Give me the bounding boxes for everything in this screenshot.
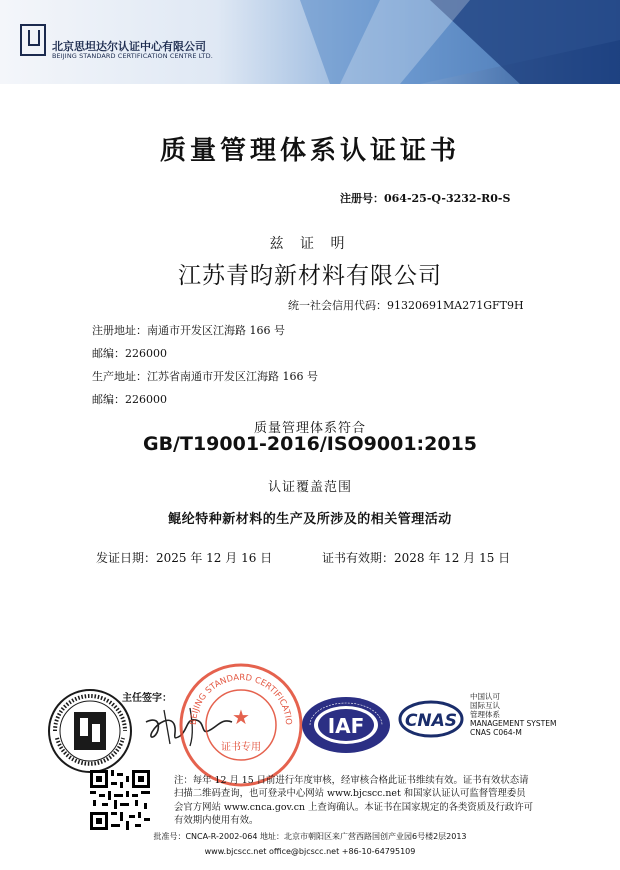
- certificate-title: 质量管理体系认证证书: [159, 136, 460, 166]
- svg-text:★: ★: [232, 705, 250, 729]
- verification-qr-code[interactable]: [90, 770, 150, 830]
- seal-center-text: 证书专用: [221, 742, 261, 753]
- certificate-note: 注：每年 12 月 15 日前进行年度审核，经审核合格此证书维续有效。证书有效状态请扫描二维码查询，也可登录中心网站 www.bjcscc.net 和国家认证认可监督管理委员会官方网站 www.cnca.gov.cn 上查询确认。本证书在国家规定的各类资质及行政许可有效期内使用有效。: [174, 775, 533, 827]
- iaf-label: IAF: [327, 714, 365, 738]
- scope-title: 认证覆盖范围: [267, 480, 352, 495]
- cnas-text-line: 管理体系: [470, 710, 500, 719]
- cnas-mark-icon: [398, 699, 464, 739]
- brand-name-cn: 北京思坦达尔认证中心有限公司: [52, 40, 206, 53]
- standard-code: GB/T19001-2016/ISO9001:2015: [142, 433, 478, 455]
- postcode-production: 邮编：226000: [92, 393, 167, 406]
- certification-centre-seal: [47, 688, 133, 774]
- cnas-text-line: 国际互认: [470, 701, 500, 710]
- scope-text: 鲲纶特种新材料的生产及所涉及的相关管理活动: [168, 512, 452, 527]
- standard-intro: 质量管理体系符合: [253, 421, 366, 436]
- cnas-text-line: CNAS C064-M: [470, 728, 522, 737]
- cnas-text-line: MANAGEMENT SYSTEM: [470, 719, 557, 728]
- cnas-accreditation-text: [470, 692, 556, 737]
- production-address: 生产地址：江苏省南通市开发区江海路 166 号: [92, 370, 318, 383]
- signer-label: 主任签字：: [122, 693, 172, 704]
- iaf-mark-icon: [300, 695, 392, 755]
- credit-code: 统一社会信用代码：91320691MA271GFT9H: [288, 299, 524, 312]
- brand-name-en: BEIJING STANDARD CERTIFICATION CENTRE LTD.: [52, 52, 213, 60]
- issue-date: 发证日期：2025 年 12 月 16 日: [96, 551, 273, 565]
- footer-contact: www.bjcscc.net office@bjcscc.net +86-10-64795109: [204, 847, 416, 856]
- svg-text:BEIJING STANDARD CERTIFICATION: BEIJING STANDARD CERTIFICATIO: [188, 672, 294, 726]
- official-red-seal: [178, 662, 304, 788]
- registered-address: 注册地址：南通市开发区江海路 166 号: [92, 324, 285, 337]
- brand-logo-icon: [20, 24, 46, 56]
- postcode-registered: 邮编：226000: [92, 347, 167, 360]
- company-name: 江苏青昀新材料有限公司: [178, 263, 442, 289]
- certify-text: 兹 证 明: [269, 236, 351, 252]
- registration-number: 注册号：064-25-Q-3232-R0-S: [340, 192, 511, 205]
- valid-until: 证书有效期：2028 年 12 月 15 日: [322, 551, 511, 565]
- footer-approval-address: 批准号：CNCA-R-2002-064 地址：北京市朝阳区来广营西路国创产业园6号楼2层2013: [153, 832, 467, 841]
- cnas-text-line: 中国认可: [470, 692, 500, 701]
- cnas-label: CNAS: [404, 711, 458, 731]
